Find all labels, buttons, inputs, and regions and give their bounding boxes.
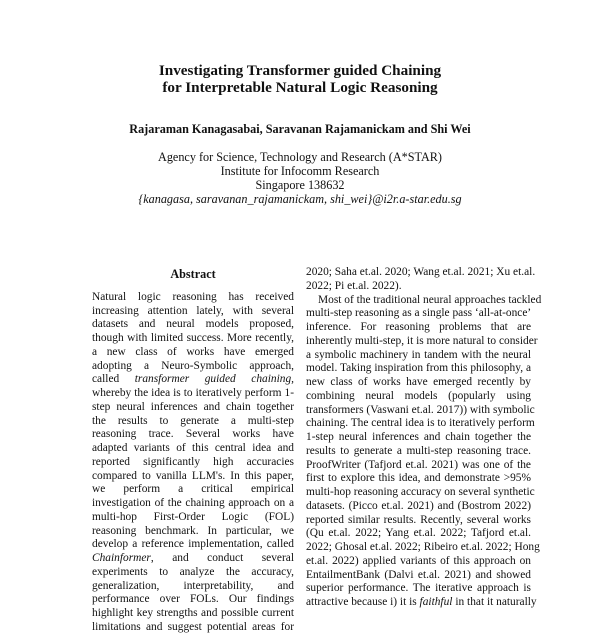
abstract-line: a new class of works have emerged xyxy=(92,345,294,358)
body-line: a symbolic machinery in tandem with the neural xyxy=(306,348,531,361)
abstract-line: investigation of the chaining approach on a xyxy=(92,497,294,509)
abstract-line: whereby the idea is to iteratively perform 1- xyxy=(92,387,294,399)
abstract-line: we perform a critical empirical xyxy=(92,483,294,496)
body-line: 2022; Ghosal et.al. 2022; Ribeiro et.al. 2022; Hong xyxy=(306,541,540,553)
abstract-line: generalization, interpretability, and xyxy=(92,579,294,592)
body-line: reported similar results. Recently, several works xyxy=(306,513,531,526)
abstract-line: Natural logic reasoning has received xyxy=(92,290,294,303)
body-line: combining neural models (popularly using xyxy=(306,389,531,402)
body-line: 2020; Saha et.al. 2020; Wang et.al. 2021; Xu et.al. xyxy=(306,266,536,278)
body-line: multi-step reasoning as a single pass ‘all-at-once’ xyxy=(306,307,532,320)
body-line: inference. For reasoning problems that are xyxy=(306,321,531,333)
affiliation-org: Agency for Science, Technology and Research (A*STAR) xyxy=(158,150,442,164)
abstract-line: highlight key strengths and possible current xyxy=(92,607,294,619)
body-line: Most of the traditional neural approaches tackled xyxy=(318,293,542,306)
abstract-line: adopting a Neuro-Symbolic approach, xyxy=(92,359,294,372)
affiliation-location: Singapore 138632 xyxy=(255,178,345,192)
intro-column xyxy=(306,266,542,610)
abstract-line: multi-hop First-Order Logic (FOL) xyxy=(92,510,294,523)
abstract-line: limitations and suggest potential areas for xyxy=(92,620,294,633)
abstract-line: performance over FOLs. Our findings xyxy=(92,593,294,606)
title-line-2: for Interpretable Natural Logic Reasoning xyxy=(162,79,438,96)
abstract-line: the results to generate a multi-step xyxy=(92,414,294,427)
abstract-line-text: called xyxy=(92,373,135,386)
italic-term: faithful xyxy=(419,596,453,608)
body-line-text: attractive because i) it is xyxy=(306,596,420,608)
body-line: superior performance. The iterative approach is xyxy=(306,582,531,595)
abstract-line: reasoning benchmark. In particular, we xyxy=(92,524,294,537)
author-list: Rajaraman Kanagasabai, Saravanan Rajamanickam and Shi Wei xyxy=(129,122,471,136)
body-line: EntailmentBank (Dalvi et.al. 2021) and showed xyxy=(306,568,531,581)
abstract-line: develop a reference implementation, called xyxy=(92,538,294,551)
abstract-line xyxy=(92,552,294,566)
abstract-line: reported significantly high accuracies xyxy=(92,455,294,468)
abstract-heading: Abstract xyxy=(170,267,216,281)
body-line xyxy=(306,596,537,610)
author-emails: {kanagasa, saravanan_rajamanickam, shi_wei}@i2r.a-star.edu.sg xyxy=(138,192,462,206)
body-line: inherently multi-step, it is more natural to consider xyxy=(306,334,538,347)
body-line: (Qu et.al. 2022; Yang et.al. 2022; Tafjord et.al. xyxy=(306,527,531,540)
body-line-text: in that it naturally xyxy=(452,596,537,608)
body-line: transformers (Vaswani et.al. 2017)) with symbolic xyxy=(306,403,535,416)
body-line: multi-hop reasoning accuracy on several synthetic xyxy=(306,486,535,498)
body-line: 2022; Pi et.al. 2022). xyxy=(306,279,402,292)
affiliation-institute: Institute for Infocomm Research xyxy=(220,164,380,178)
body-line: chaining. The central idea is to iteratively perform xyxy=(306,417,535,430)
abstract-line: though with limited success. More recently, xyxy=(92,332,294,344)
abstract-line: datasets and neural models proposed, xyxy=(92,318,294,331)
body-line: 1-step neural inferences and chain together the xyxy=(306,431,531,443)
body-line: ProofWriter (Tafjord et.al. 2021) was one of the xyxy=(306,458,531,471)
body-line: new class of works have emerged recently by xyxy=(306,376,531,388)
body-line: et.al. 2022) applied variants of this approach on xyxy=(306,554,531,567)
abstract-line: experiments to analyze the accuracy, xyxy=(92,565,294,578)
abstract-line-text: , and conduct several xyxy=(150,552,294,564)
abstract-section xyxy=(92,268,294,635)
body-line: model. Taking inspiration from this philosophy, a xyxy=(306,362,531,375)
affiliation-block xyxy=(0,150,600,206)
abstract-line xyxy=(92,373,294,387)
italic-term: transformer guided chaining, xyxy=(134,373,294,386)
body-line: datasets. (Picco et.al. 2021) and (Bostrom 2022) xyxy=(306,499,531,512)
body-line: results to generate a multi-step reasoning trace. xyxy=(306,444,531,457)
paper-title xyxy=(0,62,600,96)
abstract-line: reasoning trace. Several works have xyxy=(92,428,294,441)
abstract-line: compared to vanilla LLM's. In this paper, xyxy=(92,469,294,482)
title-line-1: Investigating Transformer guided Chaining xyxy=(158,62,442,79)
body-line: first to explore this idea, and demonstrate >95% xyxy=(306,472,531,485)
italic-term: Chainformer xyxy=(92,552,151,564)
abstract-line: step neural inferences and chain together xyxy=(92,400,294,413)
abstract-line: increasing attention lately, with several xyxy=(92,304,294,317)
abstract-line: adapted variants of this central idea and xyxy=(92,442,294,454)
